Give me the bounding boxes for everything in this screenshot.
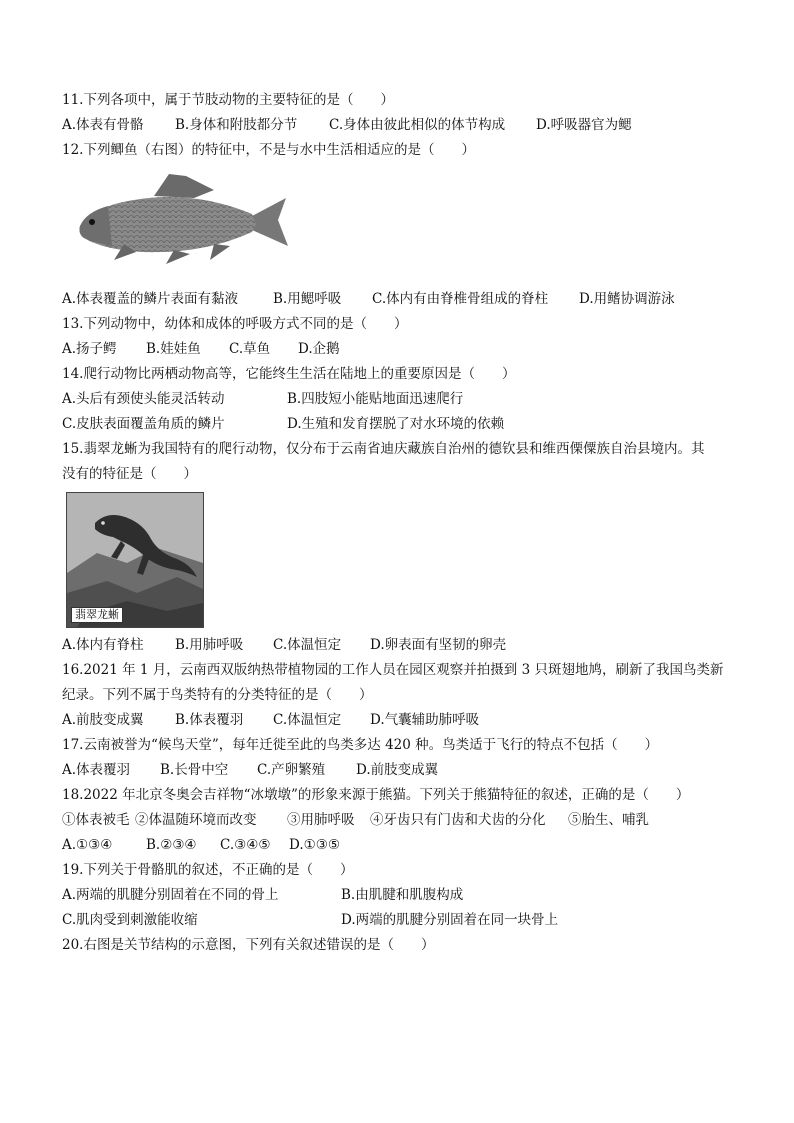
question-17-option-c[interactable]: C.产卵繁殖 (257, 762, 326, 778)
question-16-option-b[interactable]: B.体表覆羽 (175, 712, 244, 728)
question-18-statement-4: ④牙齿只有门齿和犬齿的分化 (370, 812, 546, 828)
question-14-option-c[interactable]: C.皮肤表面覆盖角质的鳞片 (62, 416, 225, 432)
question-15-option-d[interactable]: D.卵表面有坚韧的卵壳 (370, 637, 507, 653)
question-15-option-b[interactable]: B.用肺呼吸 (175, 637, 244, 653)
question-18-statement-3: ③用肺呼吸 (287, 812, 355, 828)
question-16-option-d[interactable]: D.气囊辅助肺呼吸 (370, 712, 480, 728)
question-15-option-c[interactable]: C.体温恒定 (273, 637, 342, 653)
question-13-option-a[interactable]: A.扬子鳄 (62, 341, 117, 357)
question-16-option-c[interactable]: C.体温恒定 (273, 712, 342, 728)
question-18-statement-5: ⑤胎生、哺乳 (568, 812, 649, 828)
question-19-option-a[interactable]: A.两端的肌腱分别固着在不同的骨上 (62, 887, 279, 903)
question-18-statement-2: ②体温随环境而改变 (135, 812, 257, 828)
question-18-stem: 18.2022 年北京冬奥会吉祥物“冰墩墩”的形象来源于熊猫。下列关于熊猫特征的叙述，正确的是（ ） (62, 787, 690, 803)
question-18-option-d[interactable]: D.①③⑤ (289, 837, 340, 853)
question-16-option-a[interactable]: A.前肢变成翼 (62, 712, 144, 728)
question-15-stem-line-1: 15.翡翠龙蜥为我国特有的爬行动物，仅分布于云南省迪庆藏族自治州的德钦县和维西傈僳族自治县境内。其 (62, 441, 705, 457)
question-12-option-c[interactable]: C.体内有由脊椎骨组成的脊柱 (372, 291, 549, 307)
question-14-option-b[interactable]: B.四肢短小能贴地面迅速爬行 (287, 391, 464, 407)
question-11-option-a[interactable]: A.体表有骨骼 (62, 117, 144, 133)
question-19-option-c[interactable]: C.肌肉受到刺激能收缩 (62, 912, 198, 928)
question-13-option-c[interactable]: C.草鱼 (229, 341, 271, 357)
question-18-statement-1: ①体表被毛 (62, 812, 130, 828)
lizard-image-caption: 翡翠龙蜥 (71, 607, 123, 623)
crucian-carp-image (74, 168, 292, 268)
question-13-stem: 13.下列动物中，幼体和成体的呼吸方式不同的是（ ） (62, 316, 408, 332)
question-20-stem: 20.右图是关节结构的示意图，下列有关叙述错误的是（ ） (62, 937, 435, 953)
question-12-option-b[interactable]: B.用鳃呼吸 (273, 291, 342, 307)
question-12-stem: 12.下列鲫鱼（右图）的特征中，不是与水中生活相适应的是（ ） (62, 142, 475, 158)
question-18-option-c[interactable]: C.③④⑤ (220, 837, 271, 853)
question-19-option-d[interactable]: D.两端的肌腱分别固着在同一块骨上 (341, 912, 559, 928)
question-15-option-a[interactable]: A.体内有脊柱 (62, 637, 144, 653)
question-11-option-b[interactable]: B.身体和附肢都分节 (175, 117, 298, 133)
question-17-option-d[interactable]: D.前肢变成翼 (356, 762, 439, 778)
question-17-stem: 17.云南被誉为“候鸟天堂”，每年迁徙至此的鸟类多达 420 种。鸟类适于飞行的特点不包括（ ） (62, 737, 659, 753)
jade-dragon-lizard-image (66, 492, 204, 628)
question-11-option-d[interactable]: D.呼吸器官为鳃 (536, 117, 632, 133)
question-13-option-b[interactable]: B.娃娃鱼 (146, 341, 201, 357)
question-14-option-a[interactable]: A.头后有颈使头能灵活转动 (62, 391, 225, 407)
question-12-option-a[interactable]: A.体表覆盖的鳞片表面有黏液 (62, 291, 239, 307)
question-17-option-b[interactable]: B.长骨中空 (160, 762, 229, 778)
question-14-stem: 14.爬行动物比两栖动物高等，它能终生生活在陆地上的重要原因是（ ） (62, 366, 516, 382)
question-16-stem-line-2: 纪录。下列不属于鸟类特有的分类特征的是（ ） (62, 687, 373, 703)
question-11-option-c[interactable]: C.身体由彼此相似的体节构成 (329, 117, 506, 133)
question-15-stem-line-2: 没有的特征是（ ） (62, 466, 197, 482)
question-18-option-a[interactable]: A.①③④ (62, 837, 113, 853)
question-19-stem: 19.下列关于骨骼肌的叙述，不正确的是（ ） (62, 862, 354, 878)
question-16-stem-line-1: 16.2021 年 1 月，云南西双版纳热带植物园的工作人员在园区观察并拍摄到 3 只斑翅地鸠，刷新了我国鸟类新 (62, 662, 724, 678)
question-12-option-d[interactable]: D.用鳍协调游泳 (579, 291, 675, 307)
question-19-option-b[interactable]: B.由肌腱和肌腹构成 (341, 887, 464, 903)
question-17-option-a[interactable]: A.体表覆羽 (62, 762, 131, 778)
question-13-option-d[interactable]: D.企鹅 (298, 341, 340, 357)
question-11-stem: 11.下列各项中，属于节肢动物的主要特征的是（ ） (62, 92, 394, 108)
question-14-option-d[interactable]: D.生殖和发育摆脱了对水环境的依赖 (287, 416, 505, 432)
question-18-option-b[interactable]: B.②③④ (146, 837, 197, 853)
